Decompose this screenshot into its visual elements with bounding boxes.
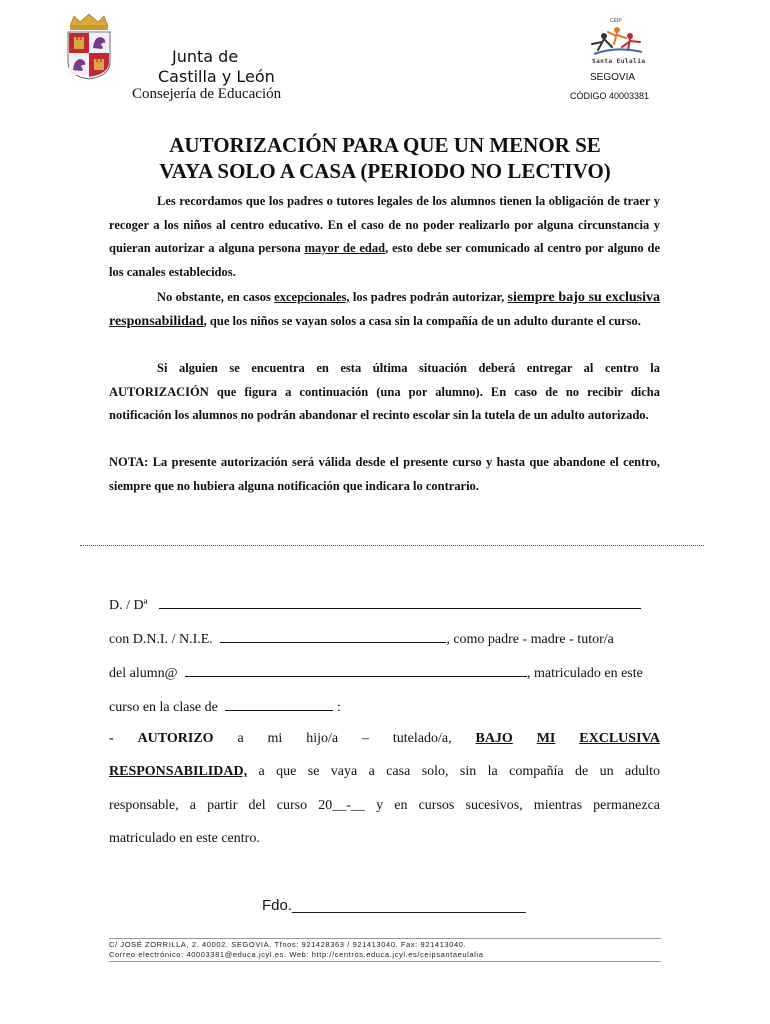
footer-address: C/ JOSÉ ZORRILLA, 2. 40002. SEGOVIA. Tfnos: 921428363 / 921413040. Fax: 921413040. bbox=[109, 940, 467, 949]
school-code: CÓDIGO 40003381 bbox=[570, 91, 650, 101]
p2-underlined-2: siempre bajo su exclusiva responsabilidad bbox=[109, 290, 660, 329]
autorizo-exclusiva: EXCLUSIVA bbox=[579, 731, 660, 746]
consejeria-label: Consejería de Educación bbox=[132, 86, 282, 102]
p1-underlined: mayor de edad bbox=[304, 241, 386, 255]
nota-label: NOTA: bbox=[109, 455, 149, 469]
responsabilidad-word: RESPONSABILIDAD, bbox=[109, 764, 248, 779]
signature-label: Fdo. bbox=[262, 897, 293, 914]
form-alumn-label: del alumn@ bbox=[109, 666, 178, 681]
autorizo-hijo: hijo/a bbox=[306, 731, 339, 746]
paragraph-instructions bbox=[109, 357, 660, 428]
form-row-autorizo bbox=[109, 730, 660, 748]
paragraph-exception bbox=[109, 286, 660, 333]
autorizo-bajo: BAJO bbox=[475, 731, 513, 746]
school-name: Santa Eulalia bbox=[592, 58, 646, 65]
cut-line-separator bbox=[80, 545, 704, 546]
form-row-matriculado: matriculado en este centro. bbox=[109, 831, 260, 846]
autorizo-mi-bold: MI bbox=[536, 731, 556, 746]
nota-text: La presente autorización será válida desde el presente curso y hasta que abandone el centro, siempre que no hubiera alguna notificación que indicara lo contrario. bbox=[109, 455, 660, 493]
document-title-line1: AUTORIZACIÓN PARA QUE UN MENOR SE bbox=[169, 133, 601, 157]
footer-contact: Correo electrónico: 40003381@educa.jcyl.es. Web: http://centros.educa.jcyl.es/ceipsantaeulalia bbox=[109, 950, 484, 959]
signature-field[interactable]: ____________________________ bbox=[292, 897, 526, 914]
form-dni-suffix: , como padre - madre - tutor/a bbox=[446, 632, 614, 647]
p2-start: No obstante, en casos bbox=[157, 290, 275, 304]
p3-end: que figura a continuación (una por alumno). En caso de no recibir dicha notificación los alumnos no podrán abandonar el recinto escolar sin la tutela de un adulto autorizado. bbox=[109, 384, 660, 422]
autorizo-tutelado: tutelado/a, bbox=[392, 731, 452, 746]
form-row-name bbox=[109, 594, 660, 615]
p1-text: Les recordamos que los padres o tutores legales de los alumnos tienen la obligación de traer y recoger a los niños al centro educativo. En el caso de no poder realizarlo por alguna circunstancia y quieran autorizar a alguna persona bbox=[109, 194, 660, 255]
form-row-responsabilidad bbox=[109, 763, 660, 781]
p2-underlined-1: excepcionales, bbox=[274, 290, 350, 304]
autorizo-mi: mi bbox=[267, 731, 283, 746]
footer-divider-top bbox=[109, 938, 661, 939]
p2-end: , que los niños se vayan solos a casa sin la compañía de un adulto durante el curso. bbox=[203, 313, 641, 328]
form-row-responsable: responsable, a partir del curso 20__-__ y en cursos sucesivos, mientras permanezca bbox=[109, 798, 660, 813]
autorizo-word: AUTORIZO bbox=[137, 731, 214, 746]
school-logo-label: CEIP bbox=[610, 18, 622, 24]
p2-mid: los padres podrán autorizar, bbox=[349, 290, 508, 304]
school-city: SEGOVIA bbox=[590, 72, 636, 83]
p3-bold: AUTORIZACIÓN bbox=[109, 384, 209, 399]
autorizo-a: a bbox=[237, 731, 244, 746]
junta-crest-icon bbox=[64, 12, 114, 80]
p3-start: Si alguien se encuentra en esta última situación deberá entregar al centro la bbox=[157, 361, 660, 375]
form-curso-label: curso en la clase de bbox=[109, 700, 218, 715]
document-title-line2: VAYA SOLO A CASA (PERIODO NO LECTIVO) bbox=[159, 159, 611, 183]
junta-title-line2: Castilla y León bbox=[158, 67, 275, 86]
responsabilidad-rest: a que se vaya a casa solo, sin la compañía de un adulto bbox=[247, 764, 660, 779]
signature-line bbox=[262, 897, 526, 914]
autorizo-dash: - bbox=[109, 731, 114, 746]
paragraph-obligation bbox=[109, 190, 660, 284]
form-dni-label: con D.N.I. / N.I.E. bbox=[109, 632, 213, 647]
footer-divider-bottom bbox=[109, 961, 661, 962]
dni-field[interactable] bbox=[220, 628, 446, 643]
form-row-curso bbox=[109, 696, 660, 717]
document-title bbox=[100, 132, 670, 184]
autorizo-endash: – bbox=[362, 731, 369, 746]
form-curso-suffix: : bbox=[336, 700, 341, 715]
form-d-label: D. / Dª bbox=[109, 598, 148, 613]
junta-title-line1: Junta de bbox=[172, 47, 239, 66]
parent-name-field[interactable] bbox=[159, 594, 641, 609]
form-row-dni bbox=[109, 628, 660, 649]
class-field[interactable] bbox=[225, 696, 333, 711]
form-alumn-suffix: , matriculado en este bbox=[527, 666, 643, 681]
form-row-alumn bbox=[109, 662, 660, 683]
p1-end: , esto debe ser comunicado al centro por alguno de los canales establecidos. bbox=[109, 241, 661, 279]
paragraph-nota bbox=[109, 451, 660, 498]
student-name-field[interactable] bbox=[185, 662, 527, 677]
